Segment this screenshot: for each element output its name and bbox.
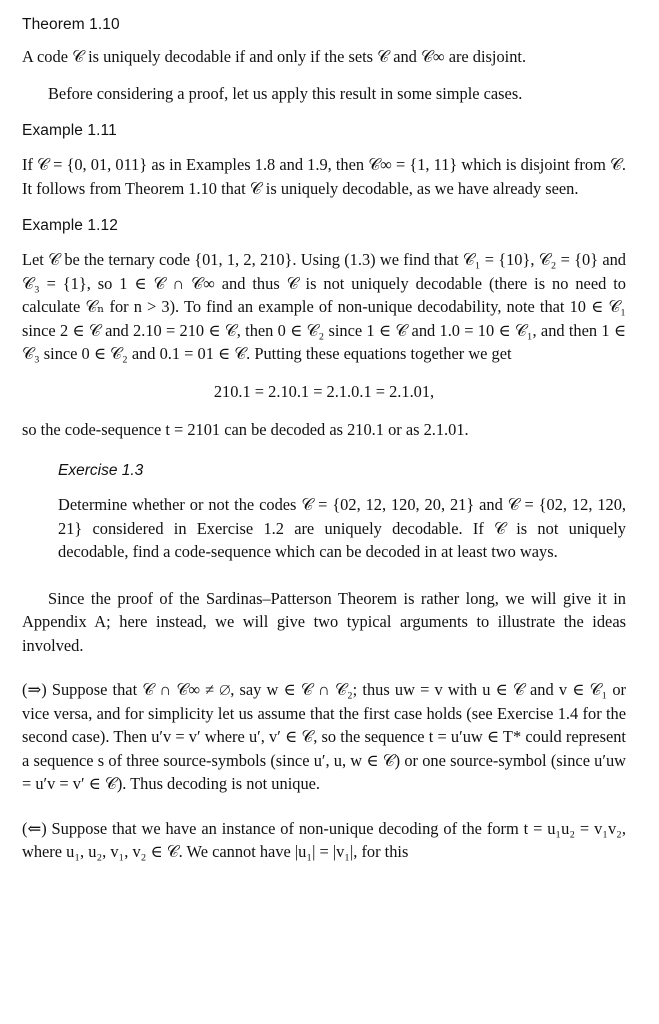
display-equation: 210.1 = 2.10.1 = 2.1.0.1 = 2.1.01, — [213, 381, 435, 401]
forward-direction-paragraph: (⇒) Suppose that 𝒞 ∩ 𝒞∞ ≠ ∅, say w ∈ 𝒞 ∩ 𝒞₂; thus uw = v with u ∈ 𝒞 and v ∈ 𝒞₁ or vice versa, and for simplicity let us assume that the first case holds (see Exercise 1.4 for the second case). Then u′v = v′ where u′, v′ ∈ 𝒞, so the sequence t = u′uw ∈ T* could represent a sequence s of three source-symbols (since u′, u, w ∈ 𝒞) or one source-symbol (since u′uw = u′v = v′ ∈ 𝒞). Thus decoding is not unique. — [22, 680, 626, 793]
example-1-11-heading: Example 1.11 — [22, 122, 117, 139]
exercise-1-3-body: Determine whether or not the codes 𝒞 = {02, 12, 120, 20, 21} and 𝒞 = {02, 12, 120, 21} considered in Exercise 1.2 are uniquely decodable. If 𝒞 is not uniquely decodable, find a code-sequence which can be decoded in at least two ways. — [58, 495, 626, 561]
theorem-statement: A code 𝒞 is uniquely decodable if and only if the sets 𝒞 and 𝒞∞ are disjoint. — [22, 47, 527, 66]
example-1-11-body: If 𝒞 = {0, 01, 011} as in Examples 1.8 and 1.9, then 𝒞∞ = {1, 11} which is disjoint from 𝒞. It follows from Theorem 1.10 that 𝒞 is uniquely decodable, as we have already seen. — [22, 155, 626, 198]
example-1-12-body: Let 𝒞 be the ternary code {01, 1, 2, 210}. Using (1.3) we find that 𝒞₁ = {10}, 𝒞₂ = {0} and 𝒞₃ = {1}, so 1 ∈ 𝒞 ∩ 𝒞∞ and thus 𝒞 is not uniquely decodable (there is no need to calculate 𝒞ₙ for n > 3). To find an example of non-unique decodability, note that 10 ∈ 𝒞₁ since 2 ∈ 𝒞 and 2.10 = 210 ∈ 𝒞, then 0 ∈ 𝒞₂ since 1 ∈ 𝒞 and 1.0 = 10 ∈ 𝒞₁, and then 1 ∈ 𝒞₃ since 0 ∈ 𝒞₂ and 0.1 = 01 ∈ 𝒞. Putting these equations together we get — [22, 250, 626, 363]
example-1-12-conclusion: so the code-sequence t = 2101 can be decoded as 210.1 or as 2.1.01. — [22, 419, 469, 439]
exercise-block — [58, 460, 626, 564]
exercise-1-3-heading: Exercise 1.3 — [58, 462, 144, 479]
theorem-heading: Theorem 1.10 — [22, 16, 120, 33]
proof-intro-paragraph: Since the proof of the Sardinas–Patterson Theorem is rather long, we will give it in Appendix A; here instead, we will give two typical arguments to illustrate the ideas involved. — [22, 588, 626, 655]
reverse-direction-paragraph: (⇐) Suppose that we have an instance of non-unique decoding of the form t = u₁u₂ = v₁v₂, where u₁, u₂, v₁, v₂ ∈ 𝒞. We cannot have |u₁| = |v₁|, for this — [22, 818, 626, 861]
example-1-12-heading: Example 1.12 — [22, 217, 118, 234]
textbook-page — [22, 14, 626, 864]
intro-paragraph: Before considering a proof, let us apply this result in some simple cases. — [48, 83, 523, 103]
